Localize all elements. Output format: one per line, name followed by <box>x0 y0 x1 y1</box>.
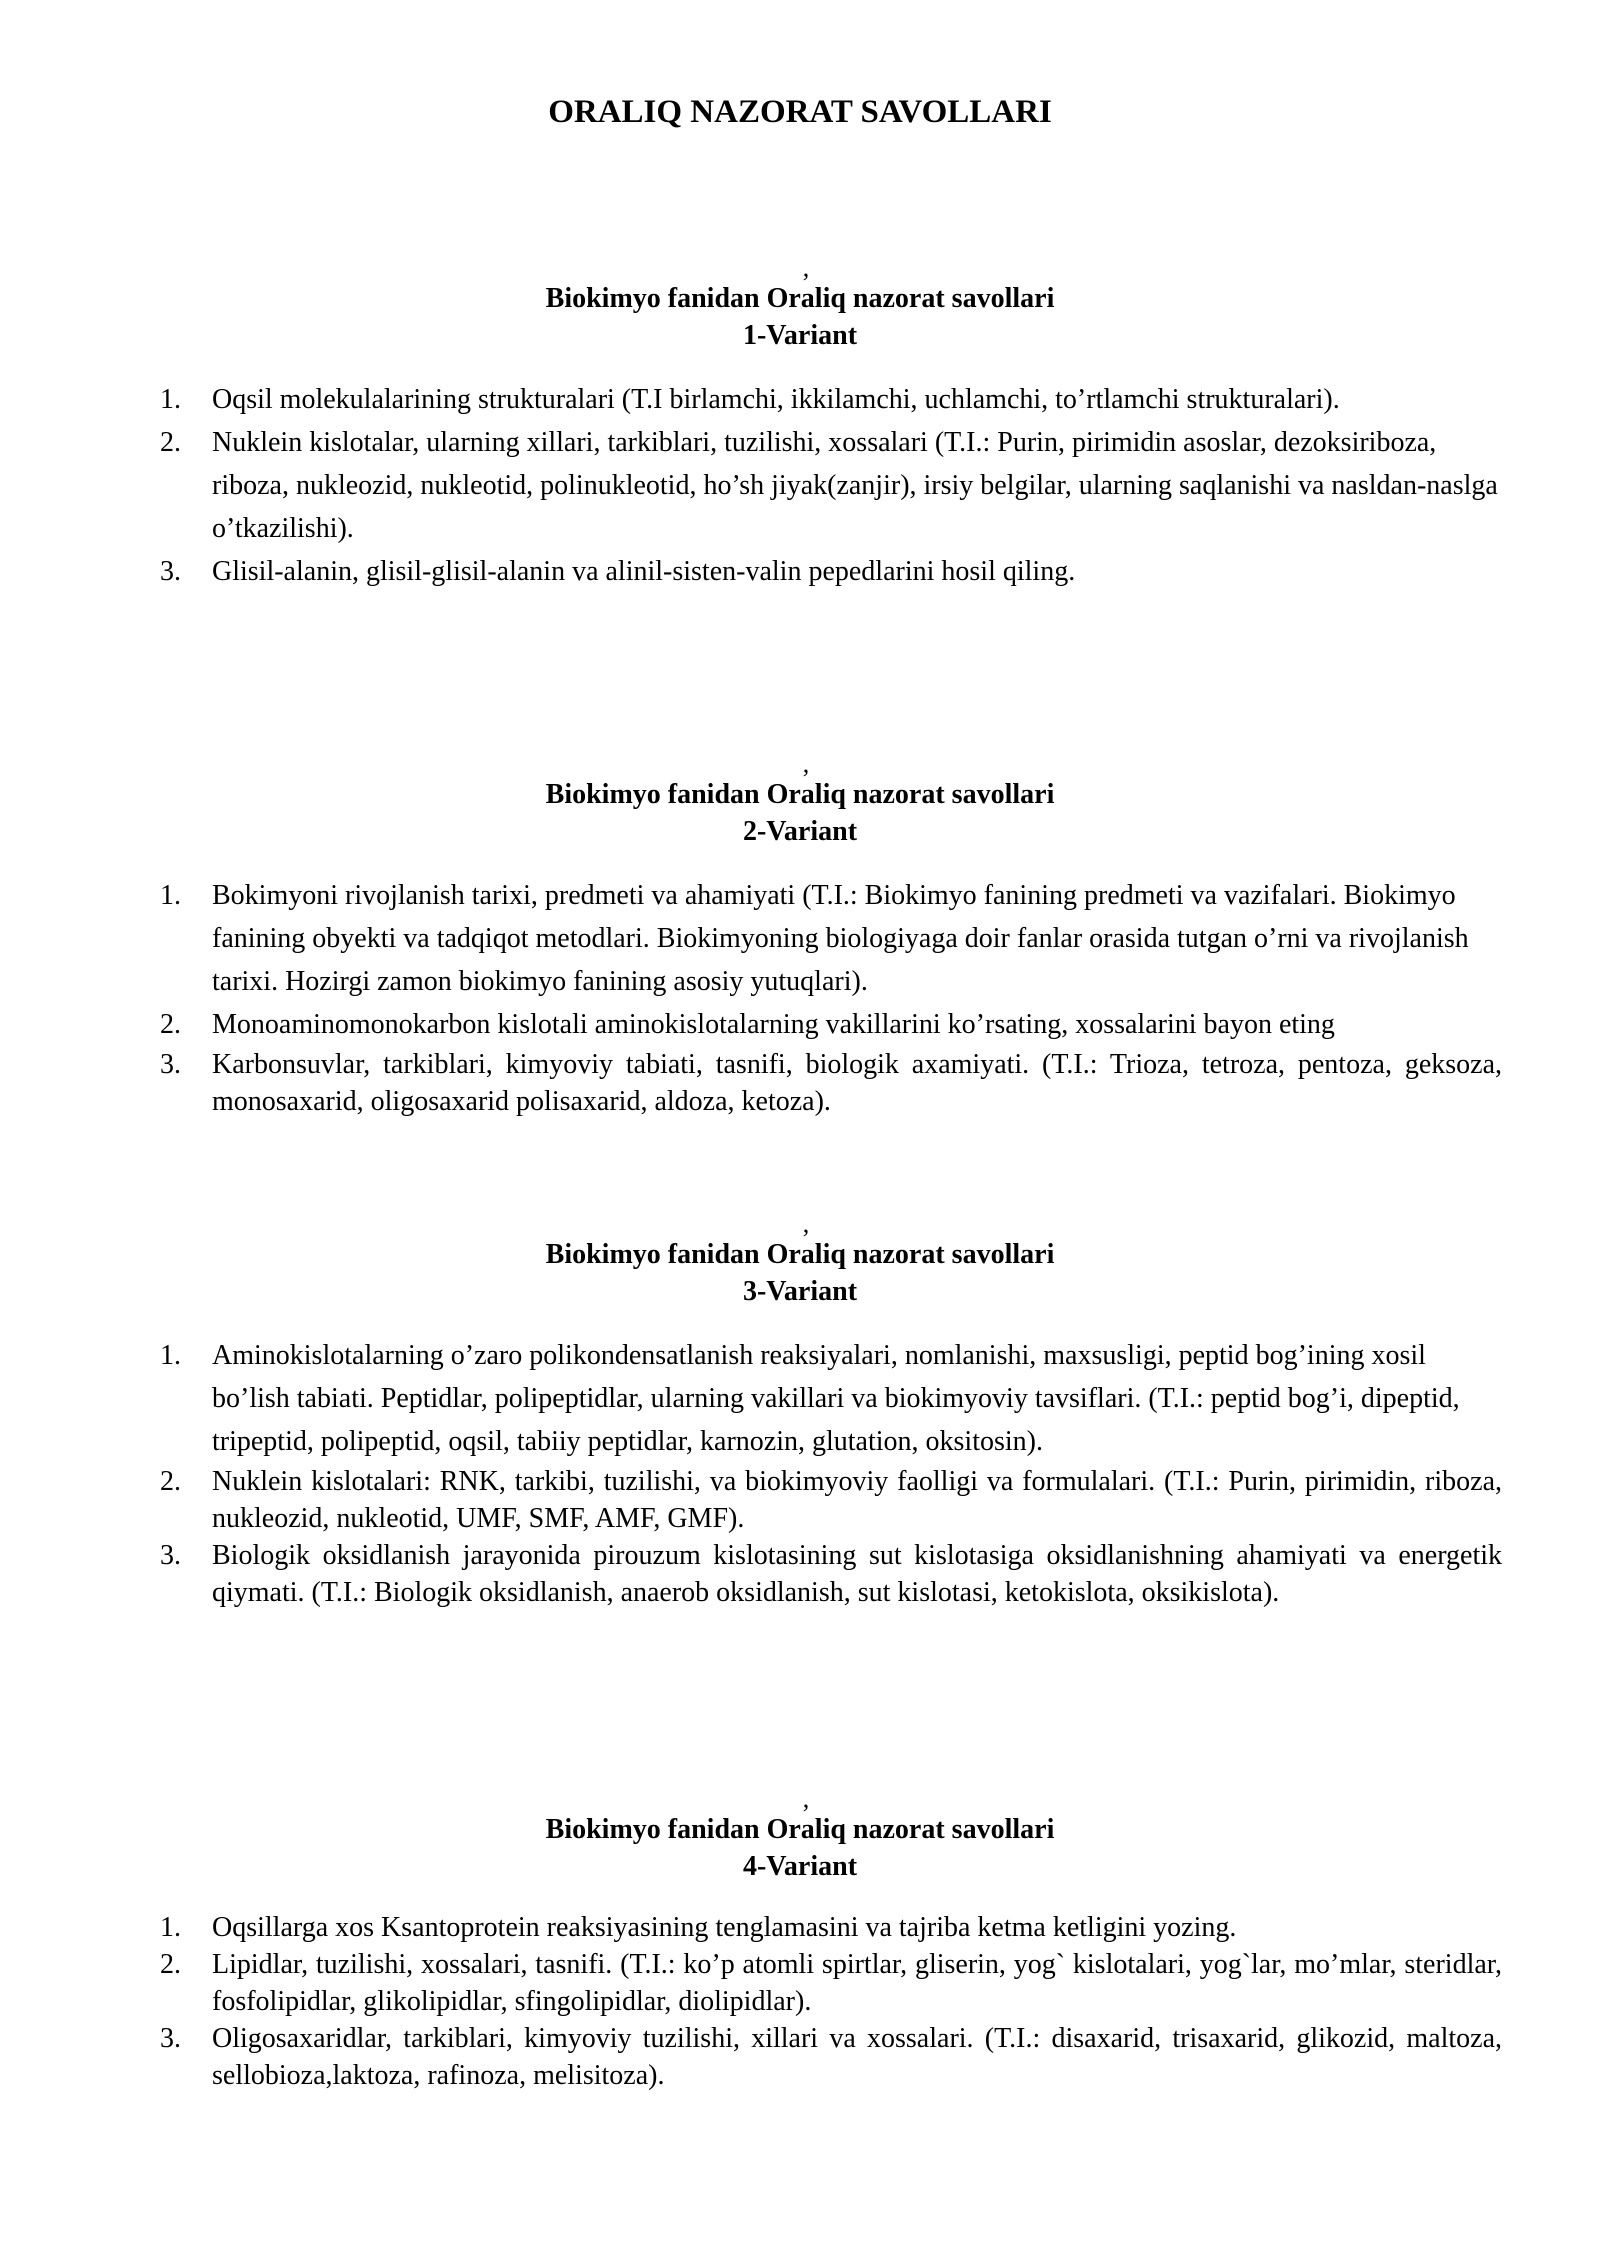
section-title: Biokimyo fanidan Oraliq nazorat savollari <box>545 1239 1055 1270</box>
question-text: Oligosaxaridlar, tarkiblari, kimyoviy tuzilishi, xillari va xossalari. (T.I.: disaxarid, trisaxarid, glikozid, maltoza, sellobioza,laktoza, rafinoza, melisitoza). <box>212 2023 1502 2091</box>
question-number: 1. <box>160 880 181 911</box>
variant-label: 3-Variant <box>742 1276 858 1307</box>
question-list <box>0 378 1600 593</box>
question-number: 1. <box>160 384 181 415</box>
question-text: Nuklein kislotalar, ularning xillari, tarkiblari, tuzilishi, xossalari (T.I.: Purin, pirimidin asoslar, dezoksiriboza, riboza, nukleozid, nukleotid, polinukleotid, ho’sh jiyak(zanjir), irsiy belgilar, ularning saqlanishi va nasldan-naslga o’tkazilishi). <box>212 427 1498 544</box>
question-item <box>160 1463 1502 1537</box>
variant-section-2 <box>0 749 1600 1120</box>
question-list <box>0 874 1600 1120</box>
question-number: 2. <box>160 1466 181 1497</box>
question-number: 1. <box>160 1340 181 1371</box>
comma-mark: , <box>802 253 810 282</box>
question-text: Monoaminomonokarbon kislotali aminokislotalarning vakillarini ko’rsating, xossalarini bayon eting <box>212 1009 1335 1040</box>
variant-section-4 <box>0 1784 1600 2094</box>
question-item <box>160 421 1502 550</box>
question-number: 3. <box>160 556 181 587</box>
question-item <box>160 1003 1502 1046</box>
question-number: 2. <box>160 1949 181 1980</box>
comma-mark: , <box>802 749 810 778</box>
question-item <box>160 1537 1502 1611</box>
question-text: Oqsillarga xos Ksantoprotein reaksiyasining tenglamasini va tajriba ketma ketligini yozing. <box>212 1912 1237 1943</box>
question-number: 3. <box>160 1049 181 1080</box>
variant-section-1 <box>0 253 1600 593</box>
page-title: ORALIQ NAZORAT SAVOLLARI <box>548 94 1052 130</box>
question-item <box>160 378 1502 421</box>
question-text: Aminokislotalarning o’zaro polikondensatlanish reaksiyalari, nomlanishi, maxsusligi, peptid bog’ining xosil bo’lish tabiati. Peptidlar, polipeptidlar, ularning vakillari va biokimyoviy tavsiflari. (T.I.: peptid bog’i, dipeptid, tripeptid, polipeptid, oqsil, tabiiy peptidlar, karnozin, glutation, oksitosin). <box>212 1340 1460 1457</box>
variant-label: 2-Variant <box>742 816 858 847</box>
question-item <box>160 1334 1502 1463</box>
question-text: Karbonsuvlar, tarkiblari, kimyoviy tabiati, tasnifi, biologik axamiyati. (T.I.: Trioza, tetroza, pentoza, geksoza, monosaxarid, oligosaxarid polisaxarid, aldoza, ketoza). <box>212 1049 1502 1117</box>
question-text: Biologik oksidlanish jarayonida pirouzum kislotasining sut kislotasiga oksidlanishning ahamiyati va energetik qiymati. (T.I.: Biologik oksidlanish, anaerob oksidlanish, sut kislotasi, ketokislota, oksikislota). <box>212 1540 1502 1608</box>
question-number: 2. <box>160 1009 181 1040</box>
section-title: Biokimyo fanidan Oraliq nazorat savollari <box>545 283 1055 314</box>
question-item <box>160 874 1502 1003</box>
variant-section-3 <box>0 1209 1600 1611</box>
section-title: Biokimyo fanidan Oraliq nazorat savollari <box>545 779 1055 810</box>
question-item <box>160 550 1502 593</box>
question-item <box>160 2020 1502 2094</box>
question-text: Bokimyoni rivojlanish tarixi, predmeti va ahamiyati (T.I.: Biokimyo fanining predmeti va vazifalari. Biokimyo fanining obyekti va tadqiqot metodlari. Biokimyoning biologiyaga doir fanlar orasida tutgan o’rni va rivojlanish tarixi. Hozirgi zamon biokimyo fanining asosiy yutuqlari). <box>212 880 1469 997</box>
comma-mark: , <box>802 1209 810 1238</box>
question-text: Nuklein kislotalari: RNK, tarkibi, tuzilishi, va biokimyoviy faolligi va formulalari. (T.I.: Purin, pirimidin, riboza, nukleozid, nukleotid, UMF, SMF, AMF, GMF). <box>212 1466 1502 1534</box>
question-number: 2. <box>160 427 181 458</box>
question-list <box>0 1909 1600 2094</box>
variant-label: 1-Variant <box>742 320 858 351</box>
comma-mark: , <box>802 1784 810 1813</box>
question-number: 3. <box>160 2023 181 2054</box>
question-text: Lipidlar, tuzilishi, xossalari, tasnifi. (T.I.: ko’p atomli spirtlar, gliserin, yog` kislotalari, yog`lar, mo’mlar, steridlar, fosfolipidlar, glikolipidlar, sfingolipidlar, diolipidlar). <box>212 1949 1502 2017</box>
variant-label: 4-Variant <box>742 1851 858 1882</box>
question-number: 1. <box>160 1912 181 1943</box>
question-item <box>160 1909 1502 1946</box>
question-item <box>160 1046 1502 1120</box>
question-list <box>0 1334 1600 1611</box>
question-number: 3. <box>160 1540 181 1571</box>
question-item <box>160 1946 1502 2020</box>
question-text: Oqsil molekulalarining strukturalari (T.I birlamchi, ikkilamchi, uchlamchi, to’rtlamchi strukturalari). <box>212 384 1340 415</box>
question-text: Glisil-alanin, glisil-glisil-alanin va alinil-sisten-valin pepedlarini hosil qiling. <box>212 556 1076 587</box>
section-title: Biokimyo fanidan Oraliq nazorat savollari <box>545 1814 1055 1845</box>
